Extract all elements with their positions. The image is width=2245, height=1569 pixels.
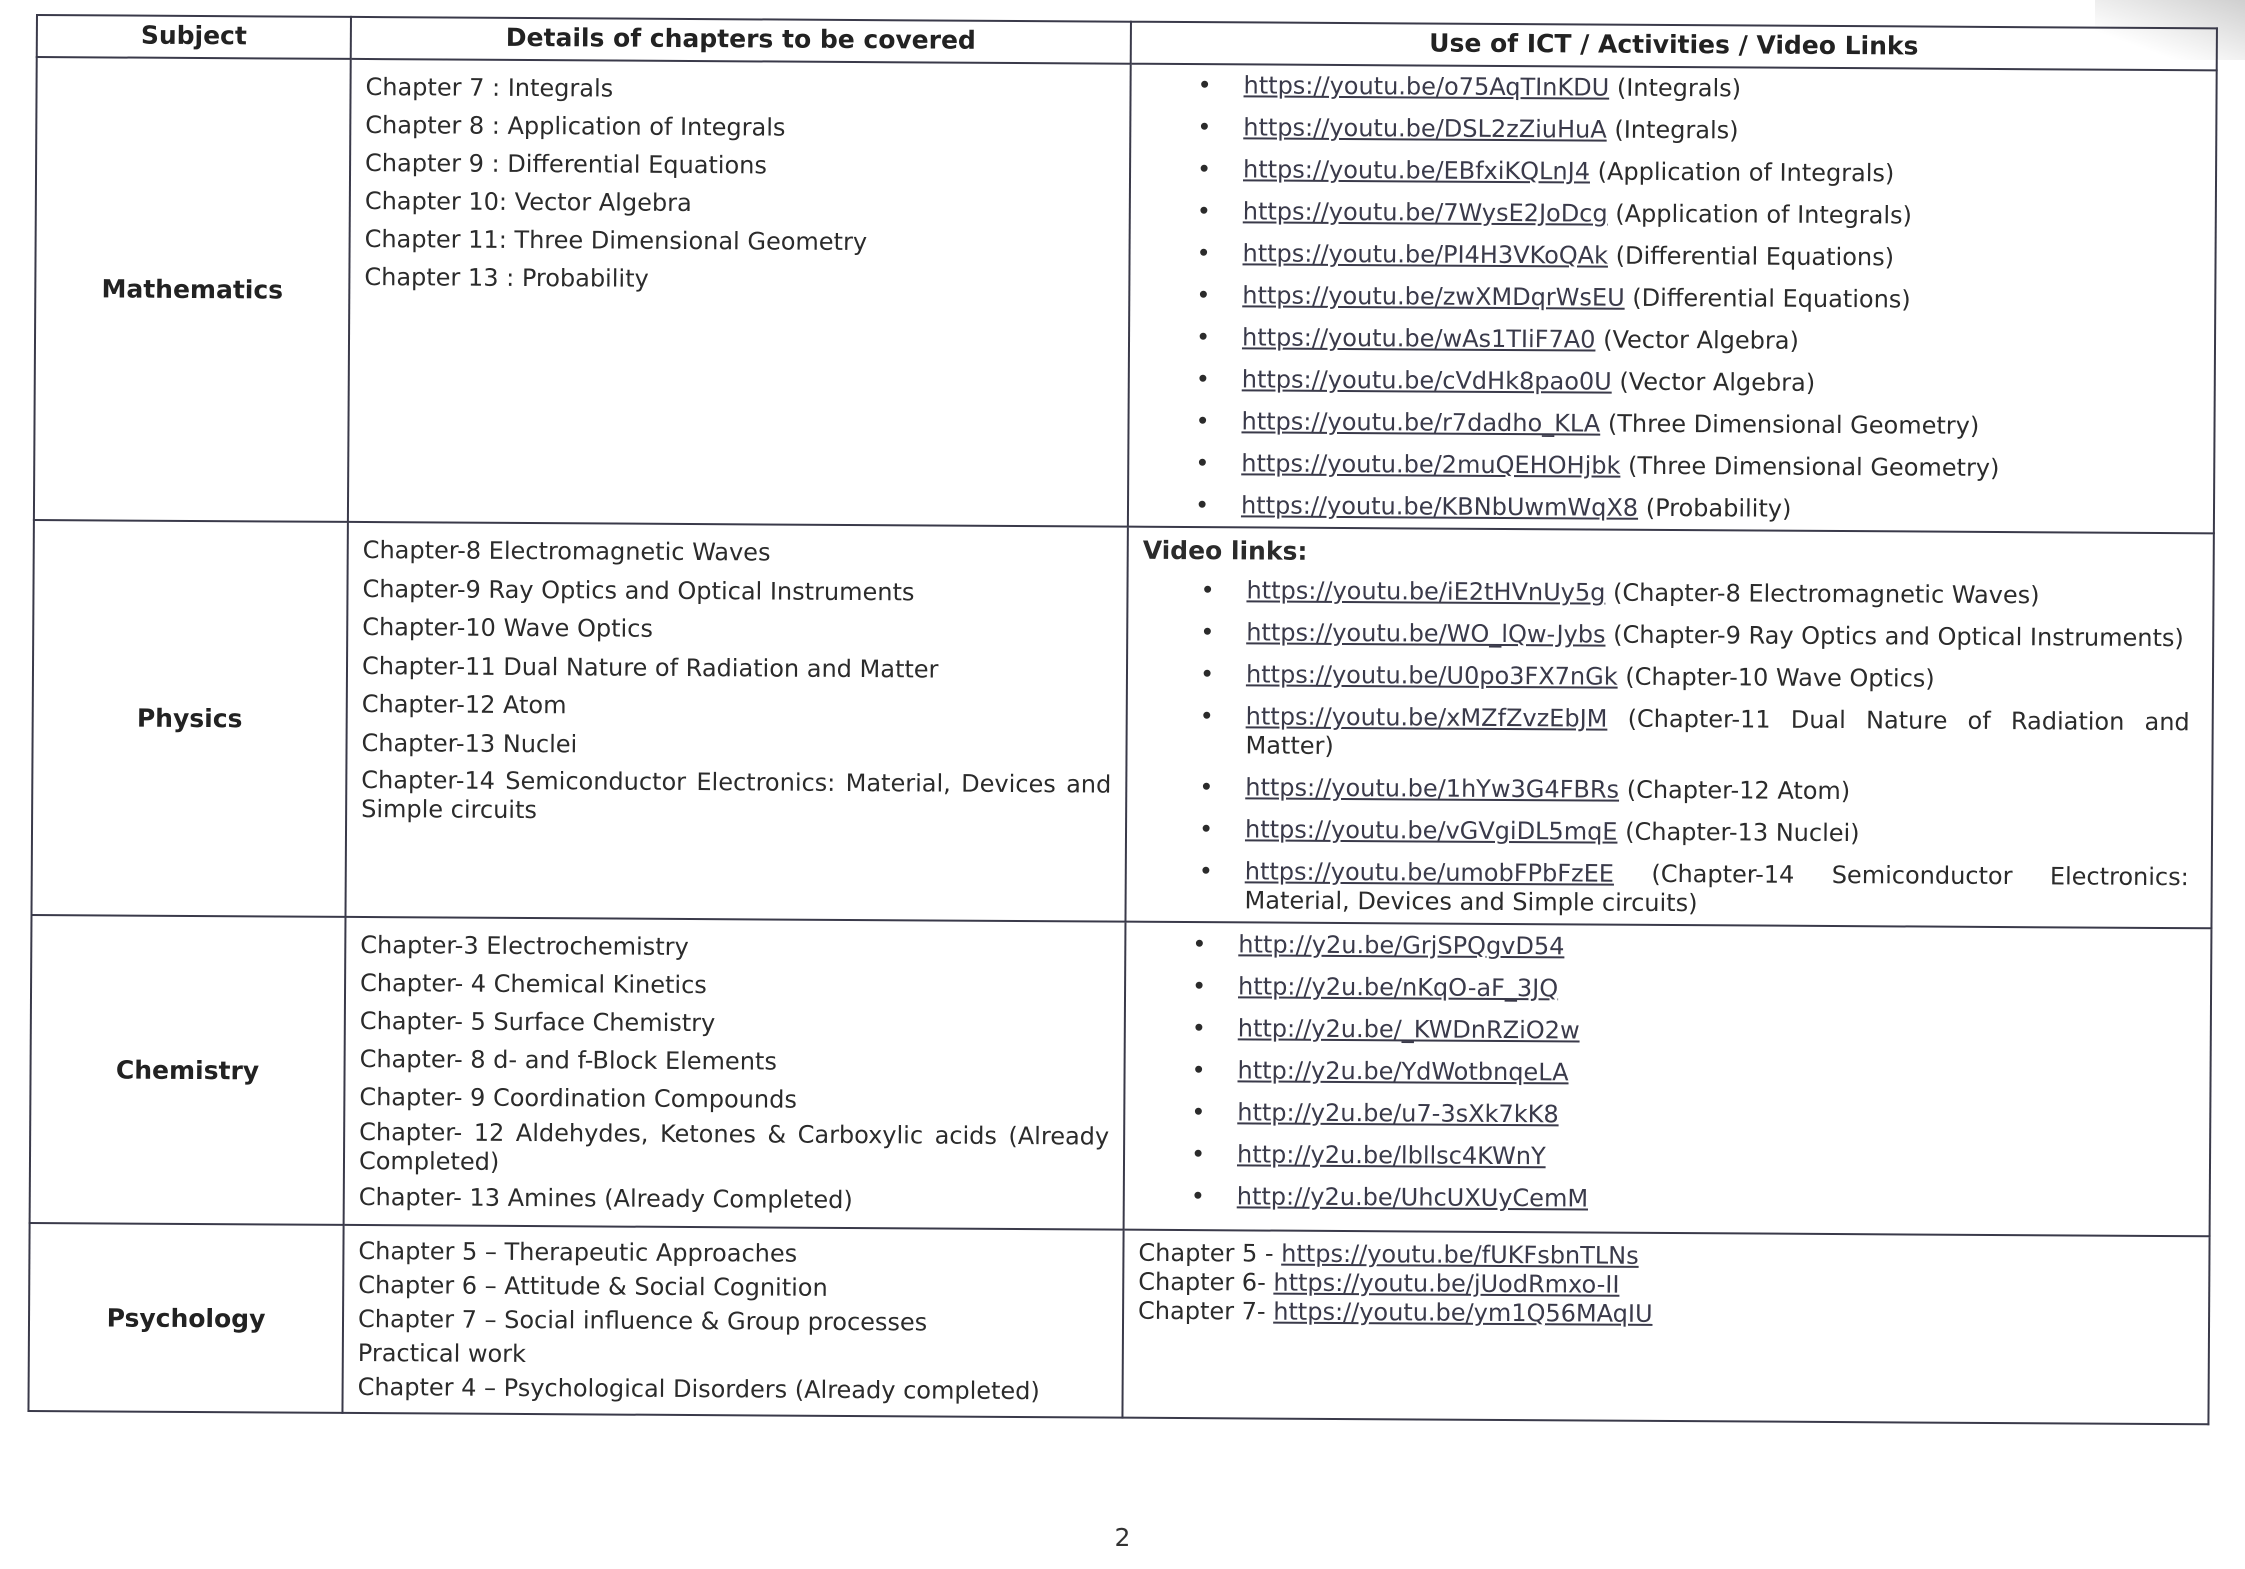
header-subject: Subject xyxy=(37,15,351,59)
video-link[interactable]: http://y2u.be/lbllsc4KWnY xyxy=(1236,1140,1546,1171)
chapter-item: Chapter 7 – Social influence & Group processes xyxy=(357,1304,928,1337)
list-item xyxy=(1245,815,2189,850)
link-description: (Vector Algebra) xyxy=(1603,325,1799,355)
list-item xyxy=(1243,155,2193,190)
video-link[interactable]: https://youtu.be/DSL2zZiuHuA xyxy=(1243,113,1607,144)
list-item xyxy=(1238,1013,2188,1049)
chapter-item: Chapter-14 Semiconductor Electronics: Material, Devices and Simple circuits xyxy=(361,766,1112,825)
list-item xyxy=(1246,660,2190,695)
video-link[interactable]: https://youtu.be/r7dadho_KLA xyxy=(1241,407,1601,438)
list-item xyxy=(1238,971,2188,1007)
link-description: (Chapter-8 Electromagnetic Waves) xyxy=(1612,578,2040,610)
chapter-item: Practical work xyxy=(357,1338,527,1369)
chapter-label: Chapter 7- xyxy=(1138,1296,1274,1326)
list-item xyxy=(1241,407,2191,442)
chapter-item: Chapter 6 – Attitude & Social Cognition xyxy=(358,1270,828,1302)
chemistry-links xyxy=(1124,922,2212,1237)
list-item xyxy=(1243,71,2193,106)
link-description: (Three Dimensional Geometry) xyxy=(1607,409,1980,440)
chapter-item: Chapter 10: Vector Algebra xyxy=(364,187,692,218)
link-description: (Application of Integrals) xyxy=(1597,157,1895,188)
physics-row xyxy=(31,520,2213,928)
header-details: Details of chapters to be covered xyxy=(351,17,1131,64)
video-link[interactable]: https://youtu.be/wAs1TIiF7A0 xyxy=(1241,323,1596,354)
link-list xyxy=(1189,71,2194,526)
video-link[interactable]: https://youtu.be/U0po3FX7nGk xyxy=(1245,660,1618,691)
list-item xyxy=(1245,857,2189,921)
video-link[interactable]: https://youtu.be/2muQEHOHjbk xyxy=(1241,449,1621,480)
video-link[interactable]: http://y2u.be/YdWotbnqeLA xyxy=(1237,1056,1569,1087)
subject-physics: Physics xyxy=(31,520,347,917)
link-description: (Vector Algebra) xyxy=(1619,367,1816,397)
chemistry-row xyxy=(30,915,2212,1236)
psychology-row xyxy=(28,1223,2209,1424)
physics-links xyxy=(1125,527,2213,929)
video-link[interactable]: https://youtu.be/fUKFsbnTLNs xyxy=(1281,1239,1639,1270)
list-item xyxy=(1241,491,2191,526)
chapter-item: Chapter-10 Wave Optics xyxy=(362,613,653,643)
syllabus-table xyxy=(27,14,2217,1425)
chapter-item: Chapter 5 – Therapeutic Approaches xyxy=(358,1236,798,1268)
link-description: (Chapter-11 Dual Nature of Radiation and Matter) xyxy=(1245,704,2190,760)
chapter-item: Chapter 11: Three Dimensional Geometry xyxy=(364,225,868,257)
list-item xyxy=(1243,197,2193,232)
mathematics-row xyxy=(34,57,2217,533)
link-description: (Chapter-12 Atom) xyxy=(1626,775,1851,806)
list-item xyxy=(1245,773,2189,808)
video-link[interactable]: https://youtu.be/o75AqTInKDU xyxy=(1243,71,1610,102)
link-list xyxy=(1185,929,2189,1217)
link-description: (Chapter-14 Semiconductor Electronics: Material, Devices and Simple circuits) xyxy=(1244,859,2189,918)
list-item xyxy=(1138,1297,2194,1332)
chapter-item: Chapter- 4 Chemical Kinetics xyxy=(360,968,707,1000)
chapter-item: Chapter- 12 Aldehydes, Ketones & Carboxylic acids (Already Completed) xyxy=(358,1117,1110,1176)
link-description: (Application of Integrals) xyxy=(1615,199,1913,230)
list-item xyxy=(1241,449,2191,484)
link-description: (Integrals) xyxy=(1614,115,1739,145)
chapter-item: Chapter-3 Electrochemistry xyxy=(360,930,689,962)
list-item xyxy=(1243,113,2193,148)
chapter-item: Chapter 8 : Application of Integrals xyxy=(365,111,786,142)
page-number: 2 xyxy=(1114,1523,1131,1552)
video-link[interactable]: http://y2u.be/GrjSPQgvD54 xyxy=(1238,930,1565,961)
video-link[interactable]: https://youtu.be/zwXMDqrWsEU xyxy=(1242,281,1625,312)
mathematics-links xyxy=(1128,64,2217,534)
subject-chemistry: Chemistry xyxy=(30,915,346,1225)
video-link[interactable]: https://youtu.be/umobFPbFzEE xyxy=(1244,857,1615,888)
chapter-item: Chapter-8 Electromagnetic Waves xyxy=(362,536,771,567)
link-description: (Probability) xyxy=(1645,493,1792,523)
link-description: (Three Dimensional Geometry) xyxy=(1627,451,2000,483)
list-item xyxy=(1242,239,2192,274)
video-link[interactable]: http://y2u.be/UhcUXUyCemM xyxy=(1236,1182,1589,1213)
link-description: (Chapter-10 Wave Optics) xyxy=(1625,662,1935,693)
link-description: (Differential Equations) xyxy=(1615,241,1895,272)
list-item xyxy=(1237,1181,2187,1217)
video-link[interactable]: https://youtu.be/KBNbUwmWqX8 xyxy=(1240,491,1639,522)
video-link[interactable]: https://youtu.be/7WysE2JoDcg xyxy=(1242,197,1608,228)
video-link[interactable]: https://youtu.be/ym1Q56MAqIU xyxy=(1273,1297,1653,1328)
chapter-item: Chapter- 5 Surface Chemistry xyxy=(359,1006,716,1038)
chapter-label: Chapter 5 - xyxy=(1138,1238,1282,1268)
list-item xyxy=(1238,929,2188,965)
list-item xyxy=(1246,618,2190,653)
chapter-item: Chapter- 8 d- and f-Block Elements xyxy=(359,1044,777,1076)
list-item xyxy=(1242,365,2192,400)
link-description: (Chapter-13 Nuclei) xyxy=(1625,817,1860,848)
header-links: Use of ICT / Activities / Video Links xyxy=(1131,22,2217,71)
link-description: (Chapter-9 Ray Optics and Optical Instruments) xyxy=(1613,620,2184,653)
list-item xyxy=(1237,1055,2187,1091)
chapter-item: Chapter 9 : Differential Equations xyxy=(365,149,768,180)
video-link[interactable]: https://youtu.be/vGVgiDL5mqE xyxy=(1244,815,1618,846)
list-item xyxy=(1245,702,2189,766)
list-item xyxy=(1237,1139,2187,1175)
chapter-item: Chapter 7 : Integrals xyxy=(365,73,614,103)
chapter-item: Chapter- 13 Amines (Already Completed) xyxy=(358,1182,853,1215)
list-item xyxy=(1246,576,2190,611)
link-description: (Integrals) xyxy=(1616,73,1742,103)
video-link[interactable]: https://youtu.be/xMZfZvzEbJM xyxy=(1245,702,1608,733)
chemistry-chapters xyxy=(344,917,1126,1230)
physics-chapters xyxy=(345,522,1127,922)
video-link[interactable]: http://y2u.be/nKqO-aF_3JQ xyxy=(1237,972,1559,1003)
list-item xyxy=(1242,281,2192,316)
chapter-item: Chapter-11 Dual Nature of Radiation and Matter xyxy=(361,651,939,684)
chapter-item: Chapter 4 – Psychological Disorders (Already completed) xyxy=(357,1372,1040,1406)
video-link[interactable]: https://youtu.be/cVdHk8pao0U xyxy=(1241,365,1612,396)
chapter-item: Chapter-13 Nuclei xyxy=(361,728,578,758)
video-link[interactable]: http://y2u.be/u7-3sXk7kK8 xyxy=(1237,1098,1559,1129)
video-link[interactable]: https://youtu.be/WO_lQw-Jybs xyxy=(1246,618,1606,649)
video-link[interactable]: https://youtu.be/EBfxiKQLnJ4 xyxy=(1242,155,1591,186)
chapter-item: Chapter 13 : Probability xyxy=(364,263,649,293)
video-link[interactable]: http://y2u.be/_KWDnRZiO2w xyxy=(1237,1014,1580,1045)
video-link[interactable]: https://youtu.be/iE2tHVnUy5g xyxy=(1246,576,1606,607)
chapter-item: Chapter-12 Atom xyxy=(361,690,567,720)
mathematics-chapters xyxy=(348,59,1131,527)
link-description: (Differential Equations) xyxy=(1632,283,1911,314)
video-link[interactable]: https://youtu.be/PI4H3VKoQAk xyxy=(1242,239,1609,270)
chapter-item: Chapter-9 Ray Optics and Optical Instruments xyxy=(362,574,915,606)
chapter-item: Chapter- 9 Coordination Compounds xyxy=(359,1082,797,1114)
subject-psychology: Psychology xyxy=(28,1223,343,1413)
link-list xyxy=(1193,576,2191,921)
video-link[interactable]: https://youtu.be/1hYw3G4FBRs xyxy=(1245,773,1620,804)
psychology-chapters xyxy=(342,1225,1123,1418)
video-links-heading: Video links: xyxy=(1142,535,1308,566)
list-item xyxy=(1237,1097,2187,1133)
chapter-label: Chapter 6- xyxy=(1138,1267,1274,1297)
subject-mathematics: Mathematics xyxy=(34,57,351,522)
video-link[interactable]: https://youtu.be/jUodRmxo-II xyxy=(1273,1268,1620,1299)
list-item xyxy=(1242,323,2192,358)
psychology-links xyxy=(1122,1230,2209,1425)
